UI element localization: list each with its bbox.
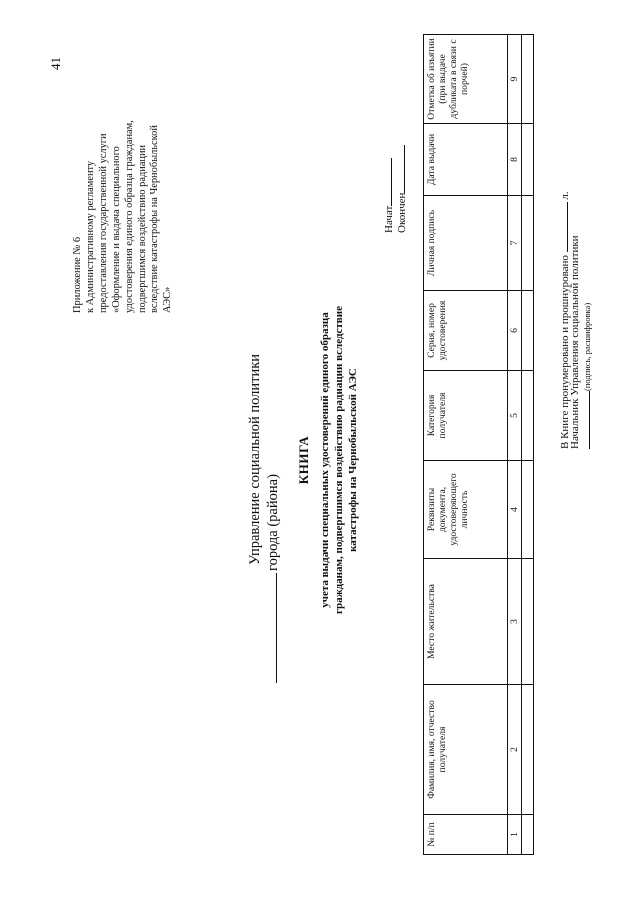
page-number: 41 [48,57,63,70]
book-subtitle-line: катастрофы на Чернобыльской АЭС [347,368,359,552]
book-subtitle-line: гражданам, подвергшимся воздействию радиации вследствие [333,306,345,614]
city-blank-field [262,573,277,683]
finished-label: Окончен [396,192,408,233]
empty-cell [522,559,534,685]
empty-cell [522,461,534,559]
header-cell-withdrawal-mark: Отметка об изъятии (при выдаче дубликата в связи с порчей) [424,35,508,124]
department-name: Управление социальной политики [247,353,263,565]
empty-cell [522,124,534,196]
appendix-line: подвергшимся воздействию радиации [136,144,148,313]
book-subtitle [318,225,360,695]
empty-cell [522,291,534,371]
header-cell-category: Категория получателя [424,371,508,461]
table-header-row [424,35,508,855]
column-number-cell: 2 [508,685,522,815]
appendix-line: АЭС» [162,286,174,313]
column-number-cell: 4 [508,461,522,559]
pages-unit: л. [559,191,571,200]
appendix-line: удостоверения единого образца гражданам, [123,120,135,313]
department-city-label: города (района) [265,474,281,571]
appendix-line: предоставления государственной услуги [97,133,109,313]
department-city-line [262,474,282,683]
empty-cell [522,196,534,291]
pages-count-blank-field [556,202,568,252]
finished-blank-field [393,145,405,193]
empty-cell [522,815,534,855]
book-title: КНИГА [296,435,311,485]
table-empty-row [522,35,534,855]
empty-cell [522,371,534,461]
signature-line [580,303,592,449]
column-number-cell: 1 [508,815,522,855]
appendix-line: Приложение № 6 [72,236,83,313]
column-number-cell: 3 [508,559,522,685]
appendix-line: вследствие катастрофы на Чернобыльской [149,125,161,313]
empty-cell [522,35,534,124]
signature-note: (подпись, расшифровка) [582,302,592,391]
book-subtitle-line: учета выдачи специальных удостоверений единого образца [319,312,331,608]
header-cell-residence: Место жительства [424,559,508,685]
column-number-cell: 7 [508,196,522,291]
header-cell-name: Фамилия, имя, отчество получателя [424,685,508,815]
finished-line [393,145,408,233]
issuance-table [423,34,534,855]
header-cell-issue-date: Дата выдачи [424,124,508,196]
appendix-line: к Административному регламенту [84,160,96,313]
column-number-cell: 9 [508,35,522,124]
column-number-cell: 6 [508,291,522,371]
column-number-cell: 5 [508,371,522,461]
header-cell-certificate-number: Серия, номер удостоверения [424,291,508,371]
appendix-line: «Оформление и выдача специального [110,146,122,313]
signature-blank-field [580,391,590,449]
header-cell-signature: Личная подпись [424,196,508,291]
started-label: Начат [383,205,395,233]
header-cell-id-document: Реквизиты документа, удостоверяющего личность [424,461,508,559]
table-column-number-row [508,35,522,855]
started-blank-field [380,158,392,206]
header-cell-number: № п/п [424,815,508,855]
empty-cell [522,685,534,815]
head-of-department-line: Начальник Управления социальной политики [569,235,581,449]
appendix-note [72,33,175,313]
numbered-pages-label: В Книге пронумеровано и прошнуровано [559,255,571,449]
column-number-cell: 8 [508,124,522,196]
